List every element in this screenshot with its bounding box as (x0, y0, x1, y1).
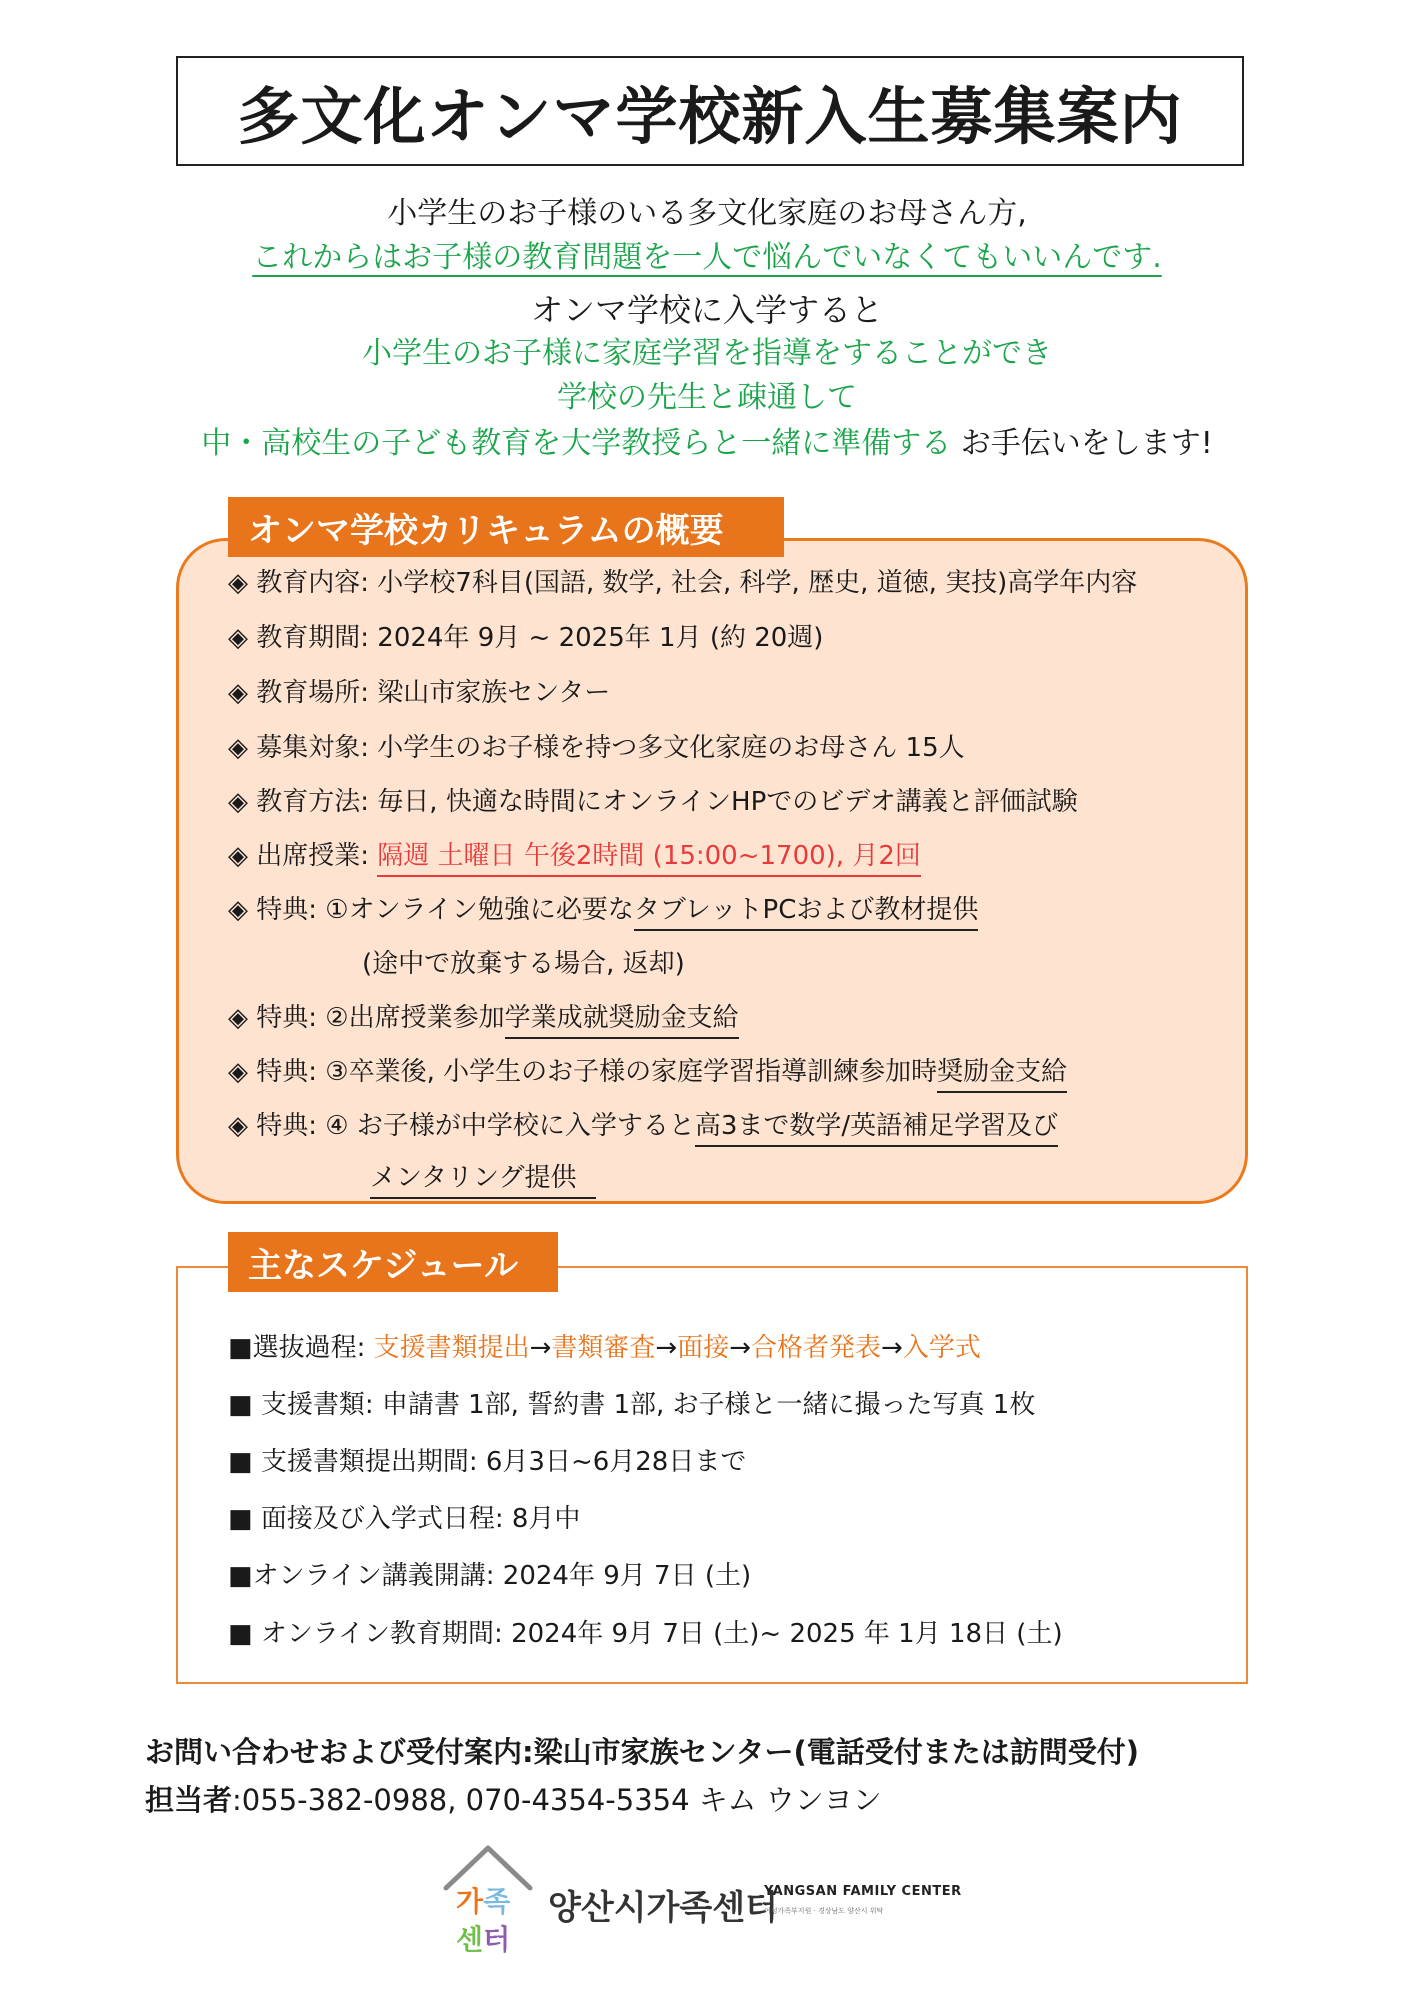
curriculum-heading: オンマ学校カリキュラムの概要 (228, 497, 784, 557)
schedule-item: ■ 支援書類: 申請書 1部, 誓約書 1部, お子様と一緒に撮った写真 1枚 (228, 1390, 1036, 1420)
title-box (176, 56, 1244, 166)
intro-line-2: これからはお子様の教育問題を一人で悩んでいなくてもいいんです. (252, 240, 1162, 275)
benefit-1: ◈ 特典: ①オンライン勉強に必要なタブレットPCおよび教材提供 (228, 892, 978, 928)
curriculum-item: ◈ 教育方法: 毎日, 快適な時間にオンラインHPでのビデオ講義と評価試験 (228, 787, 1078, 817)
intro-line-5: 学校の先生と疎通して (557, 380, 857, 415)
curriculum-item: ◈ 教育内容: 小学校7科目(国語, 数学, 社会, 科学, 歴史, 道徳, 実技)高学年内容 (228, 568, 1138, 598)
benefit-1-note: (途中で放棄する場合, 返却) (362, 949, 685, 979)
intro-line-6: 中・高校生の子ども教育を大学教授らと一緒に準備する お手伝いをします! (201, 426, 1213, 461)
logo-icon-text-bottom: 센터 (456, 1923, 511, 1956)
curriculum-item: ◈ 募集対象: 小学生のお子様を持つ多文化家庭のお母さん 15人 (228, 733, 965, 763)
attendance-item: ◈ 出席授業: 隔週 土曜日 午後2時間 (15:00~1700), 月2回 (228, 838, 921, 874)
benefit-4: ◈ 特典: ④ お子様が中学校に入学すると高3まで数学/英語補足学習及び (228, 1108, 1058, 1144)
intro-line-4: 小学生のお子様に家庭学習を指導をすることができ (362, 336, 1052, 371)
family-center-logo (440, 1840, 1000, 1960)
page-title: 多文化オンマ学校新入生募集案内 (237, 79, 1183, 153)
logo-name-korean: 양산시가족센터 (548, 1888, 778, 1928)
intro-line-3: オンマ学校に入学すると (530, 291, 883, 329)
schedule-heading: 主なスケジュール (228, 1232, 558, 1292)
logo-name-english: YANGSAN FAMILY CENTER (764, 1884, 962, 1899)
schedule-item: ■ オンライン教育期間: 2024年 9月 7日 (土)~ 2025 年 1月 18日 (土) (228, 1619, 1063, 1649)
schedule-item: ■オンライン講義開講: 2024年 9月 7日 (土) (228, 1561, 752, 1591)
logo-icon-text-top: 가족 (456, 1885, 511, 1918)
contact-line-2: 担当者:055-382-0988, 070-4354-5354 キム ウンヨン (145, 1783, 882, 1817)
benefit-3: ◈ 特典: ③卒業後, 小学生のお子様の家庭学習指導訓練参加時奨励金支給 (228, 1054, 1067, 1090)
attendance-value: 隔週 土曜日 午後2時間 (15:00~1700), 月2回 (377, 841, 921, 877)
selection-process: ■選抜過程: 支援書類提出→書類審査→面接→合格者発表→入学式 (228, 1333, 981, 1363)
schedule-item: ■ 支援書類提出期間: 6月3日~6月28日まで (228, 1447, 747, 1477)
schedule-item: ■ 面接及び入学式日程: 8月中 (228, 1504, 581, 1534)
intro-line-1: 小学生のお子様のいる多文化家庭のお母さん方, (387, 196, 1027, 231)
curriculum-item: ◈ 教育期間: 2024年 9月 ~ 2025年 1月 (約 20週) (228, 623, 824, 653)
curriculum-item: ◈ 教育場所: 梁山市家族センター (228, 678, 611, 708)
benefit-2: ◈ 特典: ②出席授業参加学業成就奨励金支給 (228, 1000, 739, 1036)
benefit-4-cont: メンタリング提供 (370, 1160, 596, 1196)
contact-line-1: お問い合わせおよび受付案内:梁山市家族センター(電話受付または訪問受付) (145, 1735, 1139, 1769)
logo-subtitle: 여성가족부지원 · 경상남도 양산시 위탁 (764, 1907, 884, 1915)
